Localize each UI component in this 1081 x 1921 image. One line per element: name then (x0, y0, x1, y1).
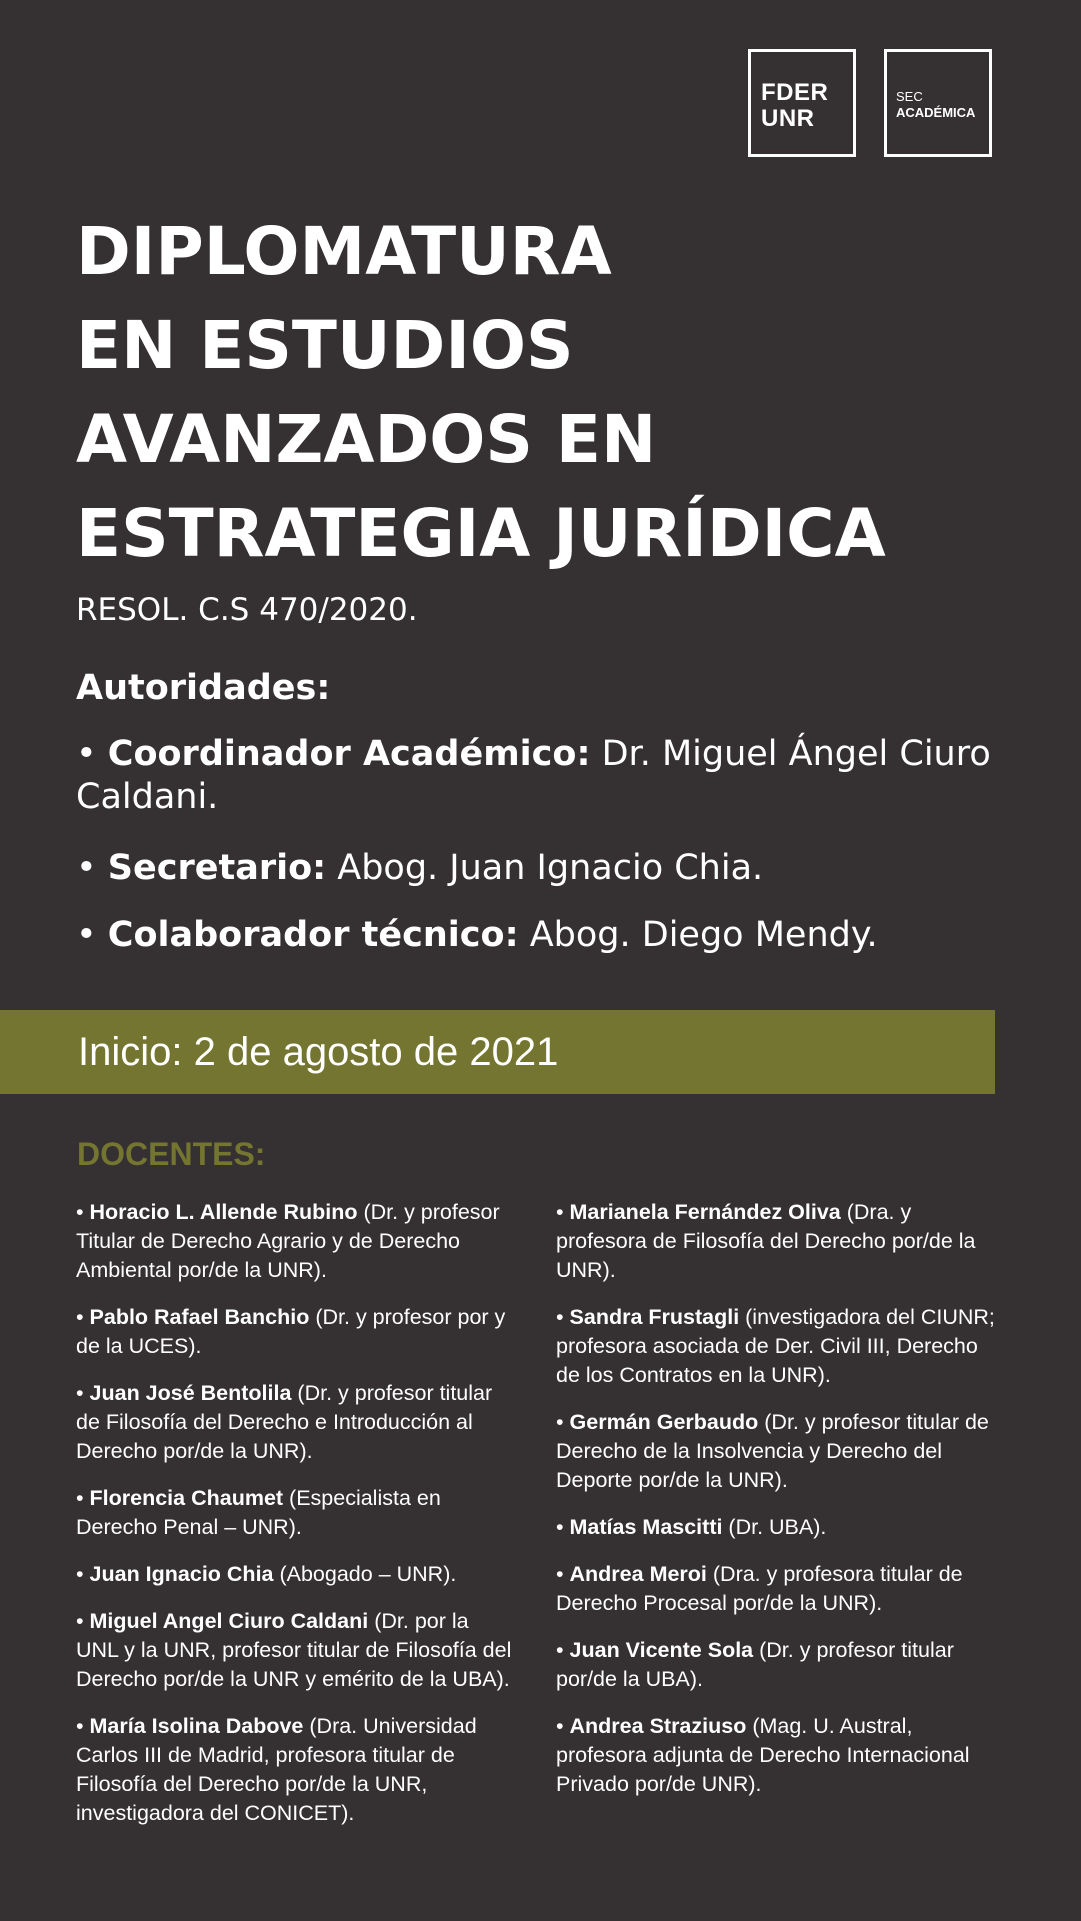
fder-logo-line1: FDER (761, 79, 829, 106)
docente-item (556, 1636, 996, 1694)
docente-item (556, 1513, 996, 1542)
bullet: • (556, 1714, 570, 1738)
docente-description: (Dra. y profesora de Filosofía del Derecho por/de la UNR). (556, 1200, 976, 1282)
docente-description: (Dr. por la UNL y la UNR, profesor titular de Filosofía del Derecho por/de la UNR y emérito de la UBA). (76, 1609, 512, 1691)
docente-name: Miguel Angel Ciuro Caldani (89, 1609, 369, 1633)
bullet: • (76, 848, 108, 888)
docente-item (76, 1198, 516, 1285)
docente-name: Pablo Rafael Banchio (89, 1305, 310, 1329)
bullet: • (76, 915, 108, 955)
authorities-heading: Autoridades: (76, 668, 331, 708)
sec-logo-line1: SEC (896, 89, 923, 104)
bullet: • (76, 1200, 90, 1224)
bullet: • (556, 1638, 570, 1662)
docente-item (556, 1198, 996, 1285)
docentes-heading: DOCENTES: (77, 1136, 266, 1172)
docente-description: (Dr. y profesor Titular de Derecho Agrario y de Derecho Ambiental por/de la UNR). (76, 1200, 500, 1282)
authority-person: Dr. Miguel Ángel Ciuro Caldani. (76, 734, 991, 817)
docente-name: Florencia Chaumet (89, 1486, 284, 1510)
bullet: • (556, 1305, 570, 1329)
docente-name: Juan Ignacio Chia (89, 1562, 274, 1586)
title-line: AVANZADOS EN (76, 401, 657, 478)
start-date-text: Inicio: 2 de agosto de 2021 (78, 1030, 559, 1074)
authority-person: Abog. Juan Ignacio Chia. (326, 848, 764, 888)
bullet: • (76, 1714, 90, 1738)
docente-description: (Dr. y profesor titular de Derecho de la Insolvencia y Derecho del Deporte por/de la UNR). (556, 1410, 989, 1492)
docente-description: (Especialista en Derecho Penal – UNR). (76, 1486, 441, 1539)
docente-name: Sandra Frustagli (569, 1305, 740, 1329)
sec-academica-logo (884, 49, 992, 157)
bullet: • (76, 734, 108, 774)
docente-item (556, 1408, 996, 1495)
docente-description: (Dr. y profesor titular por/de la UBA). (556, 1638, 954, 1691)
docente-name: Juan Vicente Sola (569, 1638, 754, 1662)
resolution-text: RESOL. C.S 470/2020. (76, 592, 418, 628)
docente-name: Marianela Fernández Oliva (569, 1200, 841, 1224)
docente-description: (Dra. y profesora titular de Derecho Procesal por/de la UNR). (556, 1562, 963, 1615)
bullet: • (76, 1609, 90, 1633)
authority-item (76, 914, 1016, 957)
docente-name: María Isolina Dabove (89, 1714, 304, 1738)
docente-item (76, 1560, 516, 1589)
bullet: • (556, 1410, 570, 1434)
docente-item (76, 1607, 516, 1694)
bullet: • (76, 1305, 90, 1329)
authorities-list (76, 733, 1016, 981)
docente-name: Andrea Straziuso (569, 1714, 747, 1738)
docentes-column-right (556, 1198, 996, 1817)
docentes-column-left (76, 1198, 516, 1846)
docente-description: (Mag. U. Austral, profesora adjunta de Derecho Internacional Privado por/de UNR). (556, 1714, 970, 1796)
docente-item (76, 1712, 516, 1828)
docente-description: (Dr. y profesor por y de la UCES). (76, 1305, 506, 1358)
authority-role: Colaborador técnico: (107, 915, 519, 955)
docente-name: Matías Mascitti (569, 1515, 723, 1539)
start-date-banner (0, 1010, 995, 1094)
docente-item (556, 1712, 996, 1799)
sec-logo-line2: ACADÉMICA (896, 105, 976, 120)
bullet: • (556, 1515, 570, 1539)
title-line: DIPLOMATURA (76, 213, 612, 290)
fder-logo-line2: UNR (761, 105, 815, 132)
bullet: • (76, 1562, 90, 1586)
docente-name: Horacio L. Allende Rubino (89, 1200, 358, 1224)
authority-item (76, 733, 1016, 823)
docente-description: (Dr. y profesor titular de Filosofía del Derecho e Introducción al Derecho por/de la UNR). (76, 1381, 493, 1463)
docente-description: (Abogado – UNR). (273, 1562, 457, 1586)
fder-unr-logo (748, 49, 856, 157)
docente-name: Germán Gerbaudo (569, 1410, 759, 1434)
docente-description: (investigadora del CIUNR; profesora asociada de Der. Civil III, Derecho de los Contratos en la UNR). (556, 1305, 995, 1387)
authority-role: Coordinador Académico: (107, 734, 591, 774)
authority-person: Abog. Diego Mendy. (518, 915, 878, 955)
page-title (76, 205, 1056, 581)
docente-name: Juan José Bentolila (89, 1381, 292, 1405)
authority-role: Secretario: (107, 848, 327, 888)
bullet: • (76, 1381, 90, 1405)
docente-item (556, 1303, 996, 1390)
docente-description: (Dr. UBA). (722, 1515, 827, 1539)
docente-name: Andrea Meroi (569, 1562, 707, 1586)
bullet: • (76, 1486, 90, 1510)
authority-item (76, 847, 1016, 890)
bullet: • (556, 1562, 570, 1586)
docente-item (76, 1484, 516, 1542)
bullet: • (556, 1200, 570, 1224)
title-line: EN ESTUDIOS (76, 307, 574, 384)
docente-item (556, 1560, 996, 1618)
title-line: ESTRATEGIA JURÍDICA (76, 495, 886, 572)
docente-description: (Dra. Universidad Carlos III de Madrid, profesora titular de Filosofía del Derecho por/de la UNR, investigadora del CONICET). (76, 1714, 477, 1825)
docente-item (76, 1379, 516, 1466)
docente-item (76, 1303, 516, 1361)
